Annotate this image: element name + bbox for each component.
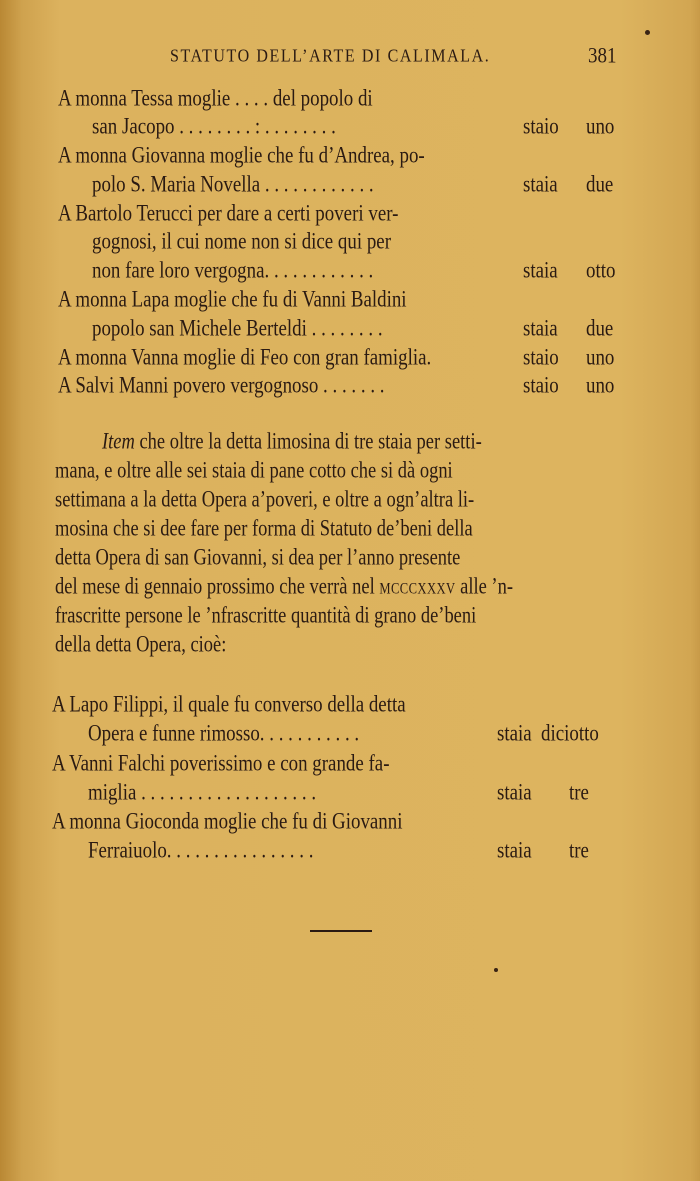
entry-line: A monna Giovanna moglie che fu d’Andrea, po-: [58, 141, 425, 168]
paragraph-line-text: del mese di gennaio prossimo che verrà nel: [55, 572, 380, 599]
entry-unit: staia: [497, 719, 532, 746]
entry-unit: staia: [497, 836, 532, 863]
page-header: [0, 44, 700, 74]
paragraph-line: mana, e oltre alle sei staia di pane cotto che si dà ogni: [55, 456, 453, 483]
paragraph-line: frascritte persone le ’nfrascritte quantità di grano de’beni: [55, 601, 477, 628]
ink-speck: [494, 968, 498, 972]
paragraph-line: mosina che si dee fare per forma di Statuto de’beni della: [55, 514, 473, 541]
entry-line: A Lapo Filippi, il quale fu converso della detta: [52, 690, 406, 717]
entry-line-last: A monna Vanna moglie di Feo con gran famiglia.: [58, 343, 432, 370]
entry-unit: staio: [523, 112, 559, 139]
entry-line-last: miglia . . . . . . . . . . . . . . . . . . .: [88, 778, 317, 805]
entry-line-last: popolo san Michele Berteldi . . . . . . . .: [92, 314, 383, 341]
entry-quantity: uno: [586, 343, 615, 370]
entry-quantity: due: [586, 170, 614, 197]
entry-quantity: diciotto: [541, 719, 599, 746]
entry-line: gognosi, il cui nome non si dice qui per: [92, 227, 391, 254]
paragraph-line-text: che oltre la detta limosina di tre staia per setti-: [134, 427, 482, 454]
paragraph-line: [55, 571, 513, 604]
paragraph-line: [102, 426, 482, 455]
entry-unit: staio: [523, 343, 559, 370]
entry-unit: staia: [523, 170, 558, 197]
paragraph-line-text: alle ’n-: [455, 572, 513, 599]
entry-quantity: uno: [586, 371, 615, 398]
entry-line: A Bartolo Terucci per dare a certi poveri ver-: [58, 199, 399, 226]
entry-line: A monna Gioconda moglie che fu di Giovanni: [52, 807, 403, 834]
entry-unit: staia: [523, 314, 558, 341]
paragraph-line: detta Opera di san Giovanni, si dea per l’anno presente: [55, 543, 461, 570]
entry-line-last: A Salvi Manni povero vergognoso . . . . . . .: [58, 371, 385, 398]
entry-line-last: Ferraiuolo. . . . . . . . . . . . . . . .: [88, 836, 314, 863]
entry-unit: staio: [523, 371, 559, 398]
section-divider: [310, 930, 372, 932]
running-title: STATUTO DELL’ARTE DI CALIMALA.: [170, 46, 491, 66]
entry-line-last: san Jacopo . . . . . . . . : . . . . . . . .: [92, 112, 336, 139]
paragraph-line: della detta Opera, cioè:: [55, 630, 227, 657]
ink-speck: [645, 30, 650, 35]
year-numeral: MCCCXXXV: [379, 580, 456, 598]
entry-quantity: due: [586, 314, 614, 341]
entry-quantity: tre: [569, 836, 589, 863]
entry-line: A monna Tessa moglie . . . . del popolo di: [58, 84, 373, 111]
page-number: 381: [588, 44, 617, 69]
entry-line: A Vanni Falchi poverissimo e con grande fa-: [52, 749, 390, 776]
entry-line-last: Opera e funne rimosso. . . . . . . . . . .: [88, 719, 360, 746]
paragraph-line: settimana a la detta Opera a’poveri, e oltre a ogn’altra li-: [55, 485, 475, 512]
entry-unit: staia: [497, 778, 532, 805]
item-word: Item: [102, 427, 135, 454]
entry-line-last: non fare loro vergogna. . . . . . . . . . . .: [92, 256, 374, 283]
entry-quantity: otto: [586, 256, 616, 283]
entry-quantity: tre: [569, 778, 589, 805]
entry-quantity: uno: [586, 112, 615, 139]
entry-unit: staia: [523, 256, 558, 283]
entry-line: A monna Lapa moglie che fu di Vanni Baldini: [58, 285, 407, 312]
entry-line-last: polo S. Maria Novella . . . . . . . . . . . .: [92, 170, 374, 197]
